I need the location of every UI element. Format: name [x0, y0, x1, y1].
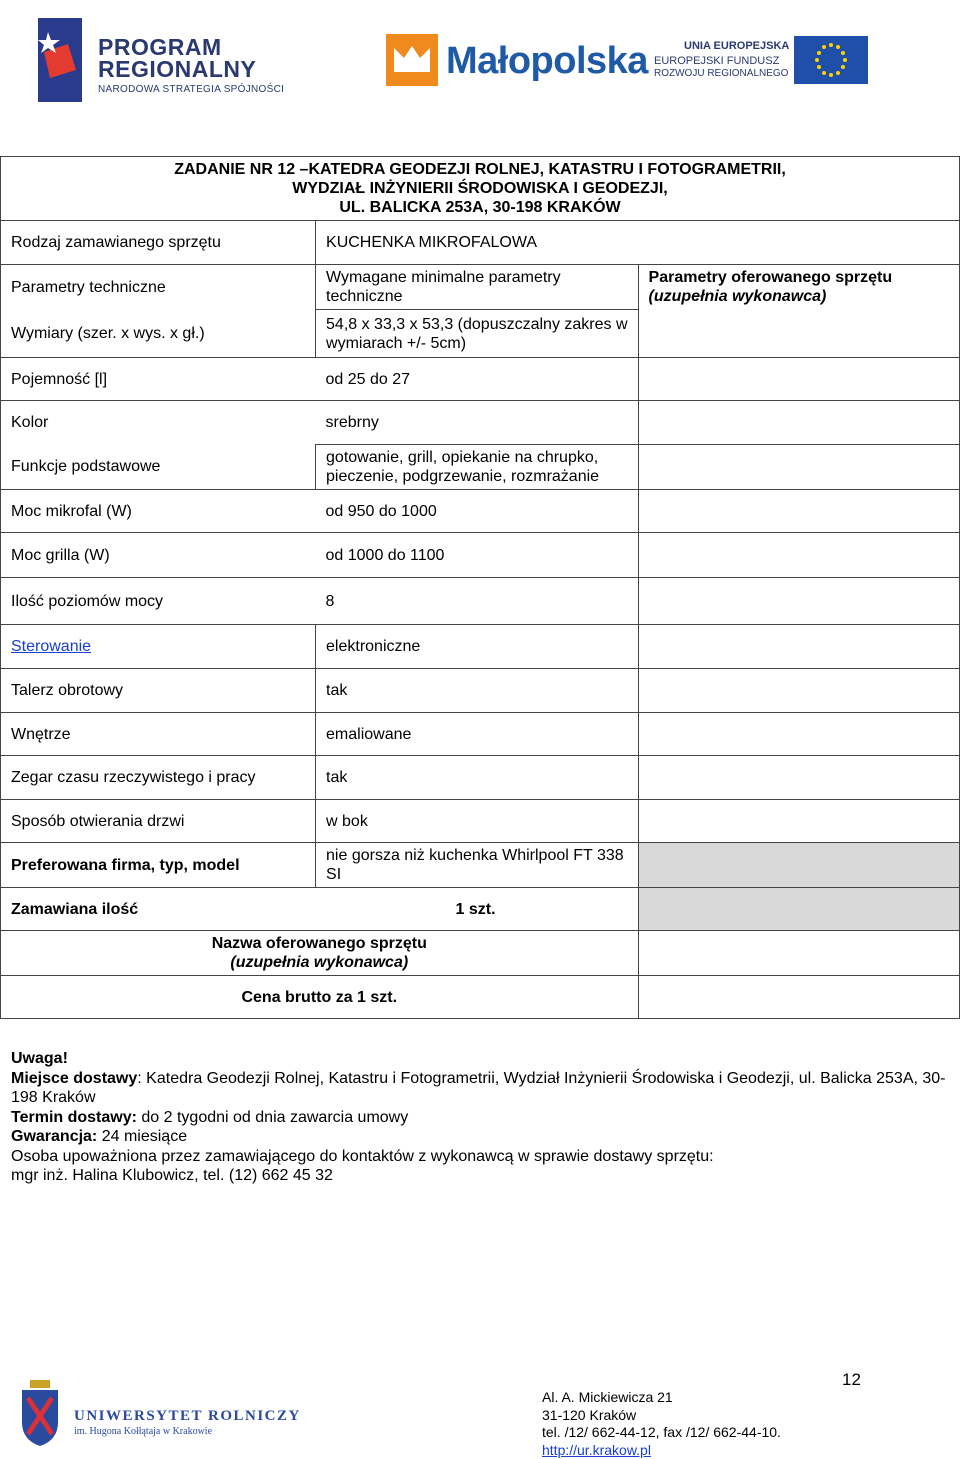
spec-value: elektroniczne: [316, 625, 639, 669]
spec-label: Moc grilla (W): [1, 533, 316, 578]
table-row: [1, 578, 960, 625]
delivery-term: [11, 1108, 951, 1128]
address-line1: Al. A. Mickiewicza 21: [542, 1389, 673, 1405]
task-title-line1: ZADANIE NR 12 –KATEDRA GEODEZJI ROLNEJ, KATASTRU I FOTOGRAMETRII,: [174, 161, 786, 178]
offered-name-note: (uzupełnia wykonawca): [230, 954, 409, 971]
table-row: [1, 358, 960, 401]
eu-logo-line2: EUROPEJSKI FUNDUSZ: [654, 55, 780, 67]
spec-label: Wnętrze: [1, 713, 316, 756]
control-link[interactable]: Sterowanie: [11, 638, 92, 655]
quantity-label: Zamawiana ilość: [1, 888, 316, 931]
eu-logo-line1: UNIA EUROPEJSKA: [684, 40, 790, 52]
offered-cell: [638, 713, 959, 756]
offered-cell: [638, 401, 959, 445]
program-logo-line1: PROGRAM: [98, 34, 222, 60]
delivery-place-value: : Katedra Geodezji Rolnej, Katastru i Fotogrametrii, Wydział Inżynierii Środowiska i Geodezji, ul. Balicka 253A, 30-198 Kraków: [11, 1069, 946, 1106]
spec-value: od 25 do 27: [316, 358, 639, 401]
offered-cell: [638, 625, 959, 669]
table-row: [1, 533, 960, 578]
offered-cell: [638, 445, 959, 490]
table-row: [1, 221, 960, 265]
table-row: [1, 756, 960, 800]
table-row: [1, 800, 960, 843]
price-label: Cena brutto za 1 szt.: [1, 976, 639, 1019]
malopolska-logo: [386, 34, 648, 88]
params-header-row: [1, 265, 960, 310]
equipment-type-value: KUCHENKA MIKROFALOWA: [316, 221, 960, 265]
delivery-term-value: do 2 tygodni od dnia zawarcia umowy: [136, 1108, 409, 1126]
spec-value: od 1000 do 1100: [316, 533, 639, 578]
malopolska-logo-text: Małopolska: [446, 40, 648, 82]
preferred-offered-cell: [638, 843, 959, 888]
spec-label: Wymiary (szer. x wys. x gł.): [1, 310, 316, 358]
offered-cell: [638, 800, 959, 843]
warranty-value: 24 miesiące: [97, 1128, 188, 1145]
spec-value: w bok: [316, 800, 639, 843]
delivery-term-label: Termin dostawy:: [11, 1108, 137, 1126]
table-row: [1, 931, 960, 976]
table-row: [1, 888, 960, 931]
preferred-value: nie gorsza niż kuchenka Whirlpool FT 338 SI: [316, 843, 639, 888]
offered-cell: [638, 669, 959, 713]
task-title-line2: WYDZIAŁ INŻYNIERII ŚRODOWISKA I GEODEZJI,: [292, 180, 668, 197]
notes-section: [11, 1049, 951, 1186]
offered-params-header: [638, 265, 959, 358]
offered-name-label: [1, 931, 639, 976]
eu-logo-line3: ROZWOJU REGIONALNEGO: [654, 68, 789, 79]
offered-name-input[interactable]: [638, 931, 959, 976]
table-row: [1, 401, 960, 445]
program-regionalny-logo: [38, 18, 298, 106]
spec-value: gotowanie, grill, opiekanie na chrupko, pieczenie, podgrzewanie, rozmrażanie: [316, 445, 639, 490]
task-title-line3: UL. BALICKA 253A, 30-198 KRAKÓW: [339, 199, 621, 216]
table-row: [1, 490, 960, 533]
equipment-type-label: Rodzaj zamawianego sprzętu: [1, 221, 316, 265]
spec-label: Funkcje podstawowe: [1, 445, 316, 490]
offered-cell: [638, 756, 959, 800]
university-name: UNIWERSYTET ROLNICZY: [74, 1408, 301, 1424]
offered-cell: [638, 358, 959, 401]
spec-label: Talerz obrotowy: [1, 669, 316, 713]
contact-line: Osoba upoważniona przez zamawiającego do kontaktów z wykonawcą w sprawie dostawy sprzętu:: [11, 1147, 714, 1165]
university-crest-icon: [18, 1378, 62, 1448]
offered-cell: [638, 490, 959, 533]
table-row: [1, 713, 960, 756]
spec-value: tak: [316, 756, 639, 800]
spec-label: Zegar czasu rzeczywistego i pracy: [1, 756, 316, 800]
preferred-label: Preferowana firma, typ, model: [1, 843, 316, 888]
offered-name-title: Nazwa oferowanego sprzętu: [211, 935, 427, 952]
offered-params-note: (uzupełnia wykonawca): [648, 288, 827, 305]
program-logo-line2: REGIONALNY: [98, 56, 257, 82]
offered-cell: [638, 578, 959, 625]
table-row: [1, 976, 960, 1019]
table-row: [1, 445, 960, 490]
warranty: [11, 1127, 951, 1147]
spec-label: Ilość poziomów mocy: [1, 578, 316, 625]
spec-value: od 950 do 1000: [316, 490, 639, 533]
table-row: [1, 843, 960, 888]
offered-cell: [638, 533, 959, 578]
offered-params-title: Parametry oferowanego sprzętu: [648, 269, 893, 286]
program-logo-line3: NARODOWA STRATEGIA SPÓJNOŚCI: [98, 84, 285, 95]
spec-label: Pojemność [l]: [1, 358, 316, 401]
star-flag-icon: [38, 18, 82, 102]
spec-value: tak: [316, 669, 639, 713]
eu-flag-icon: [794, 36, 868, 84]
task-title: [1, 157, 960, 221]
spec-label: Kolor: [1, 401, 316, 445]
params-label: Parametry techniczne: [1, 265, 316, 310]
address-line3: tel. /12/ 662-44-12, fax /12/ 662-44-10.: [542, 1424, 781, 1440]
eu-fund-logo: [654, 36, 870, 88]
spec-value: emaliowane: [316, 713, 639, 756]
table-row: [1, 669, 960, 713]
notes-heading: Uwaga!: [11, 1050, 68, 1067]
delivery-place-label: Miejsce dostawy: [11, 1069, 138, 1087]
spec-value: srebrny: [316, 401, 639, 445]
price-input[interactable]: [638, 976, 959, 1019]
quantity-offered-cell: [638, 888, 959, 931]
spec-label: Sposób otwierania drzwi: [1, 800, 316, 843]
delivery-place: [11, 1069, 951, 1108]
spec-label: [1, 625, 316, 669]
address-line2: 31-120 Kraków: [542, 1406, 637, 1423]
spec-label: Moc mikrofal (W): [1, 490, 316, 533]
warranty-label: Gwarancja:: [11, 1128, 98, 1145]
university-logo: [18, 1378, 301, 1450]
university-subname: im. Hugona Kołłątaja w Krakowie: [74, 1426, 213, 1437]
spec-value: 8: [316, 578, 639, 625]
malopolska-emblem-icon: [386, 34, 438, 86]
table-row: [1, 625, 960, 669]
specification-table: [0, 156, 960, 1019]
header-logos: [0, 0, 960, 120]
required-params-header: Wymagane minimalne parametry techniczne: [316, 265, 639, 310]
footer-address: [542, 1389, 781, 1459]
quantity-value: 1 szt.: [316, 888, 639, 931]
page-number: 12: [842, 1370, 861, 1389]
spec-value: 54,8 x 33,3 x 53,3 (dopuszczalny zakres w wymiarach +/- 5cm): [316, 310, 639, 358]
table-title-row: [1, 157, 960, 221]
contact-person: mgr inż. Halina Klubowicz, tel. (12) 662 45 32: [11, 1167, 333, 1184]
website-link[interactable]: http://ur.krakow.pl: [542, 1441, 651, 1458]
